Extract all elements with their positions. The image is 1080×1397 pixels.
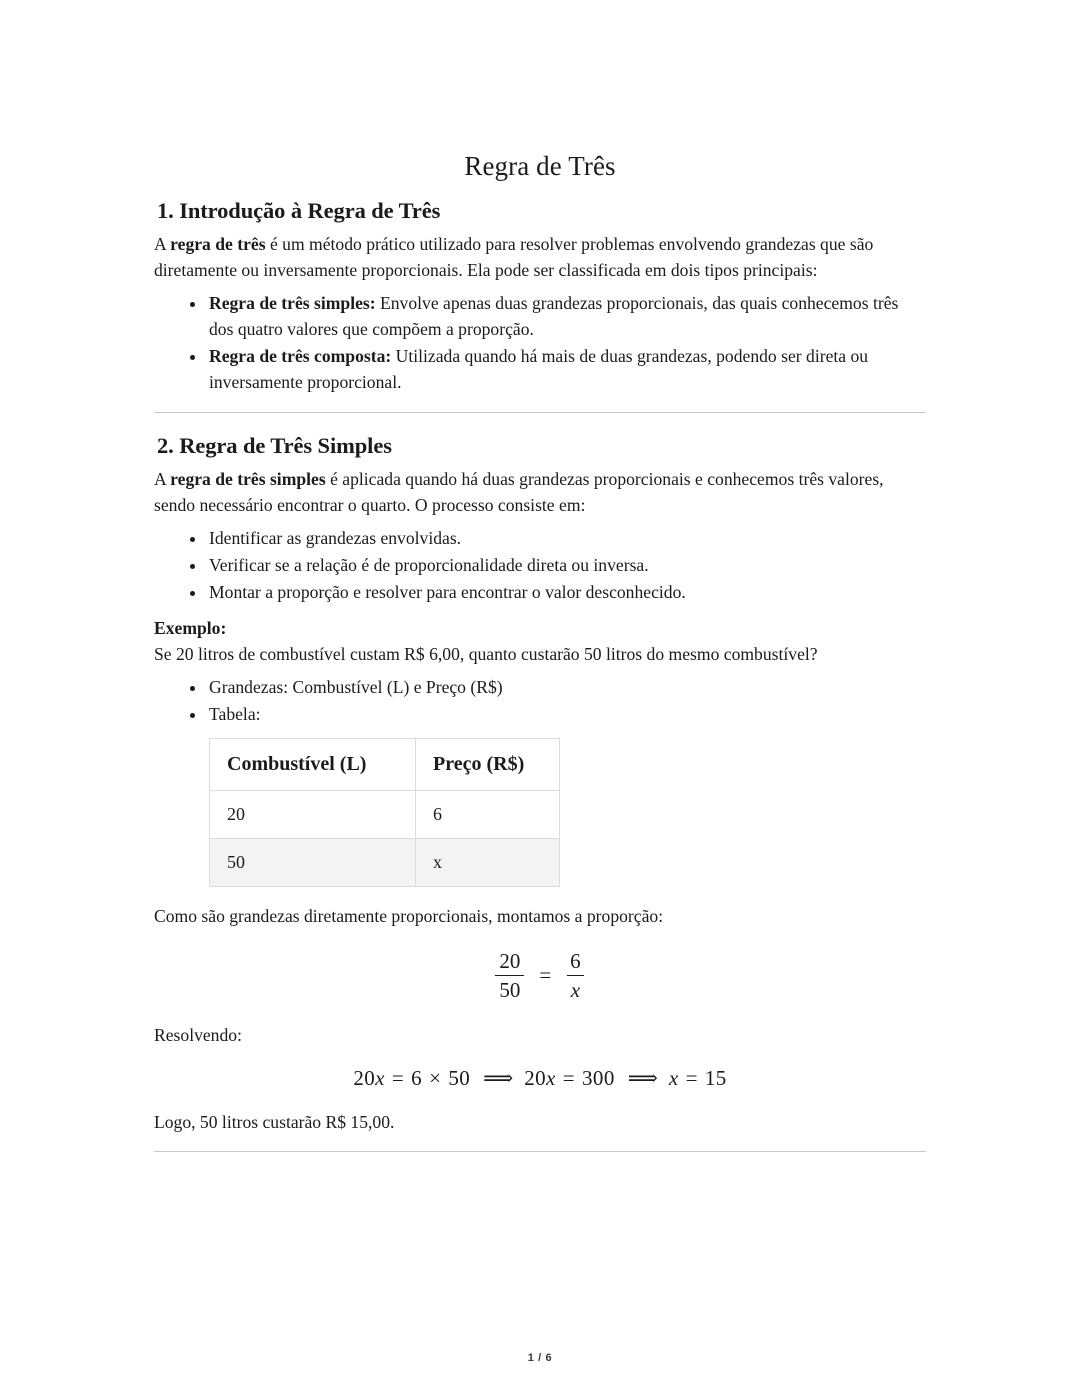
page-title: Regra de Três — [464, 151, 616, 181]
paragraph-lead: A — [154, 468, 171, 489]
eq-coefficient: 20 — [353, 1065, 376, 1090]
list-item — [154, 291, 926, 343]
table-row — [210, 791, 560, 839]
list-item: Grandezas: Combustível (L) e Preço (R$) — [154, 675, 926, 701]
table-row — [210, 839, 560, 887]
list-item — [154, 344, 926, 396]
list-item-text: Envolve apenas duas grandezas proporcionais, das quais conhecemos três dos quatro valores que compõem a proporção. — [209, 293, 899, 339]
eq-times: × — [429, 1065, 442, 1090]
eq-equals-3: = — [685, 1065, 698, 1090]
eq-coefficient-2: 20 — [524, 1065, 547, 1090]
intro-type-list — [154, 291, 926, 395]
equals-sign: = — [539, 963, 552, 988]
list-item: Tabela: — [154, 702, 926, 728]
intro-lead: A — [154, 234, 171, 254]
eq-equals-2: = — [562, 1065, 576, 1090]
solution-equation — [154, 1066, 926, 1091]
table-cell-combustivel: 50 — [210, 839, 416, 887]
page-footer: 1 / 6 — [527, 1352, 553, 1364]
section-divider — [154, 1151, 926, 1152]
eq-result: 15 — [704, 1065, 727, 1090]
table-header-row — [210, 739, 560, 791]
conclusion-text: Logo, 50 litros custarão R$ 15,00. — [154, 1111, 395, 1132]
fraction-right — [566, 950, 585, 1001]
proportion-table — [209, 738, 560, 887]
table-cell-preco: 6 — [416, 791, 560, 839]
eq-variable: x — [375, 1065, 385, 1090]
proportion-intro: Como são grandezas diretamente proporcionais, montamos a proporção: — [154, 906, 664, 927]
table-cell-combustivel: 20 — [210, 791, 416, 839]
example-details-list — [154, 675, 926, 728]
eq-rhs1-b: 50 — [448, 1065, 471, 1090]
example-statement: Se 20 litros de combustível custam R$ 6,00, quanto custarão 50 litros do mesmo combustível? — [154, 644, 818, 665]
intro-rest: é um método prático utilizado para resolver problemas envolvendo grandezas que são diretamente ou inversamente proporcionais. Ela pode ser classificada em dois tipos principais: — [154, 234, 874, 281]
eq-implies-2: ⟹ — [627, 1065, 656, 1090]
table-column-header-preco: Preço (R$) — [416, 739, 560, 791]
paragraph-bold-term: regra de três simples — [170, 468, 326, 489]
process-steps-list — [154, 526, 926, 606]
intro-bold-term: regra de três — [170, 234, 266, 254]
eq-implies-1: ⟹ — [483, 1065, 512, 1090]
eq-variable-2: x — [546, 1065, 556, 1090]
fraction-denominator: x — [567, 975, 584, 1002]
spacer — [154, 887, 926, 903]
list-item-text: Utilizada quando há mais de duas grandezas, podendo ser direta ou inversamente proporcional. — [209, 345, 869, 392]
fraction-numerator: 20 — [499, 949, 521, 974]
table-column-header-combustivel: Combustível (L) — [210, 739, 416, 791]
regra-simples-paragraph — [154, 466, 926, 518]
fraction-denominator: 50 — [495, 975, 524, 1002]
section-divider — [154, 412, 926, 413]
section-heading-regra-simples: 2. Regra de Três Simples — [157, 432, 392, 458]
section-heading-introducao: 1. Introdução à Regra de Três — [157, 197, 441, 223]
list-item: Identificar as grandezas envolvidas. — [154, 526, 926, 552]
table-cell-preco: x — [416, 839, 560, 887]
eq-rhs1-a: 6 — [411, 1065, 423, 1090]
list-item-term: Regra de três composta: — [209, 345, 392, 366]
list-item: Montar a proporção e resolver para encontrar o valor desconhecido. — [154, 580, 926, 606]
eq-rhs2: 300 — [582, 1065, 615, 1090]
proportion-equation — [154, 949, 926, 1001]
example-label: Exemplo: — [154, 618, 227, 639]
list-item-term: Regra de três simples: — [209, 293, 376, 314]
fraction-numerator: 6 — [570, 949, 581, 974]
solving-label: Resolvendo: — [154, 1024, 242, 1045]
paragraph-rest: é aplicada quando há duas grandezas proporcionais e conhecemos três valores, sendo necessário encontrar o quarto. O processo consiste em: — [154, 468, 884, 515]
fraction-left — [495, 950, 524, 1001]
intro-paragraph — [154, 231, 926, 283]
eq-variable-3: x — [668, 1065, 679, 1090]
eq-equals-1: = — [391, 1065, 405, 1090]
list-item: Verificar se a relação é de proporcionalidade direta ou inversa. — [154, 553, 926, 579]
